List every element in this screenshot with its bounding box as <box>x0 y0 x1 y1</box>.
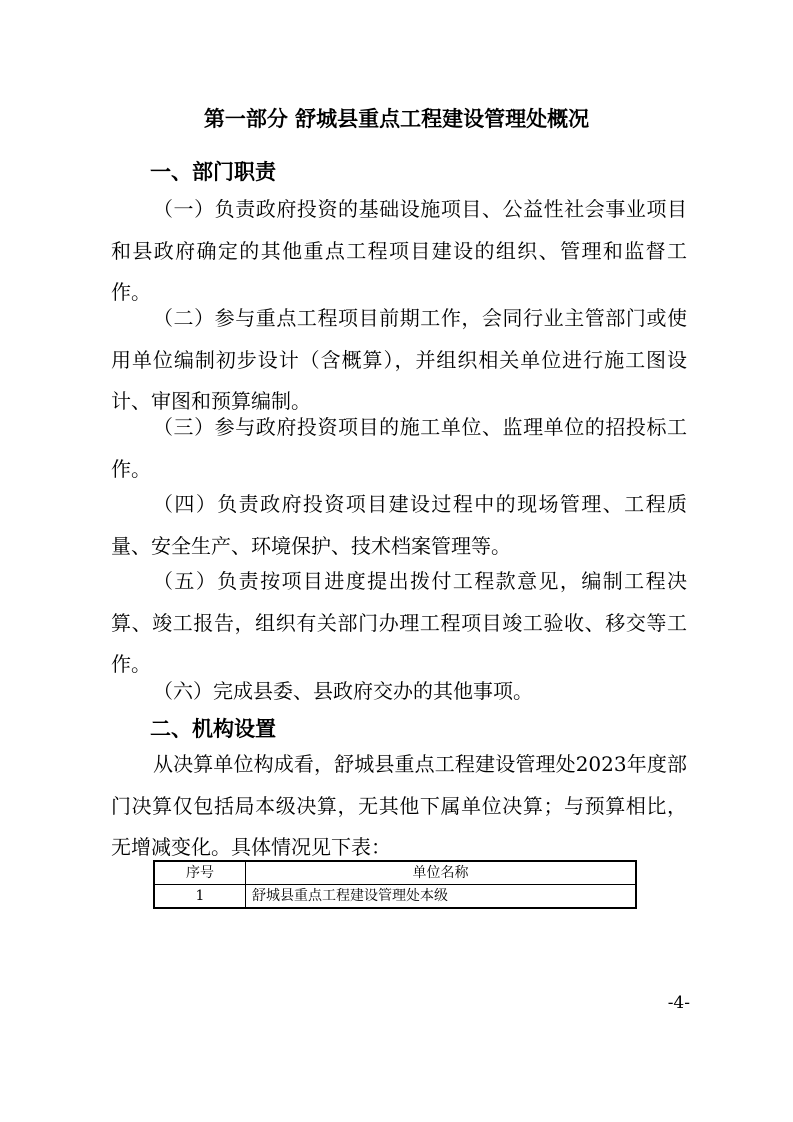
table-cell: 舒城县重点工程建设管理处本级 <box>246 885 637 909</box>
page-title: 第一部分 舒城县重点工程建设管理处概况 <box>203 107 590 131</box>
unit-table <box>153 860 637 909</box>
table-row <box>154 885 636 909</box>
duty-paragraph-3: （三）参与政府投资项目的施工单位、监理单位的招投标工作。 <box>111 415 687 481</box>
duty-paragraph-4: （四）负责政府投资项目建设过程中的现场管理、工程质量、安全生产、环境保护、技术档案管理等。 <box>111 492 687 558</box>
page-number: -4- <box>667 993 690 1013</box>
table-header-cell: 单位名称 <box>246 861 637 885</box>
section-heading-structure: 二、机构设置 <box>150 717 276 741</box>
structure-paragraph: 从决算单位构成看，舒城县重点工程建设管理处2023年度部门决算仅包括局本级决算，无其他下属单位决算；与预算相比，无增减变化。具体情况见下表： <box>111 752 687 859</box>
table-header-cell: 序号 <box>154 861 246 885</box>
table-cell: 1 <box>154 885 246 909</box>
duty-paragraph-5: （五）负责按项目进度提出拨付工程款意见，编制工程决算、竣工报告，组织有关部门办理工程项目竣工验收、移交等工作。 <box>111 569 687 676</box>
duty-paragraph-1: （一）负责政府投资的基础设施项目、公益性社会事业项目和县政府确定的其他重点工程项目建设的组织、管理和监督工作。 <box>111 197 687 304</box>
duty-paragraph-2: （二）参与重点工程项目前期工作，会同行业主管部门或使用单位编制初步设计（含概算），并组织相关单位进行施工图设计、审图和预算编制。 <box>111 306 687 413</box>
table-header-row <box>154 861 636 885</box>
section-heading-duties: 一、部门职责 <box>150 160 276 184</box>
duty-paragraph-6: （六）完成县委、县政府交办的其他事项。 <box>153 679 533 703</box>
